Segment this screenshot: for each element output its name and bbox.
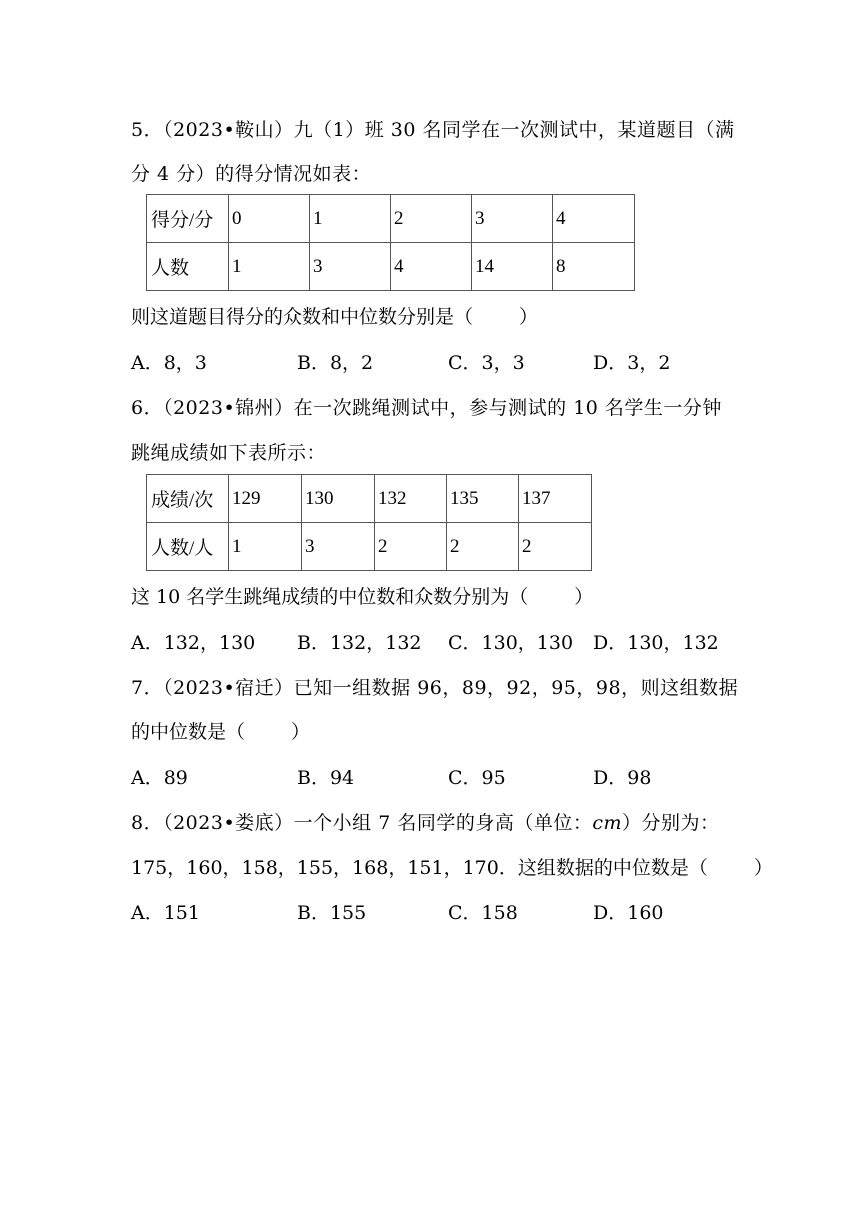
table-cell: 3 — [310, 243, 391, 291]
table-row — [147, 243, 635, 291]
q6-option-d: D．130，132 — [593, 632, 719, 654]
table-cell: 3 — [472, 195, 553, 243]
table-row — [147, 523, 592, 571]
table-cell: 14 — [472, 243, 553, 291]
table-cell: 2 — [519, 523, 592, 571]
table-cell: 3 — [302, 523, 375, 571]
table-cell: 0 — [229, 195, 310, 243]
q8-unit: cm — [592, 812, 622, 834]
q8-stem-line-1 — [131, 811, 720, 835]
q7-option-a: A．89 — [131, 767, 188, 789]
table-cell: 8 — [553, 243, 635, 291]
table-cell: 成绩/次 — [147, 475, 229, 523]
q6-question-close: ） — [574, 586, 594, 608]
q6-question-text: 这 10 名学生跳绳成绩的中位数和众数分别为（ — [131, 586, 529, 608]
q8-option-c: C．158 — [448, 902, 518, 924]
table-row — [147, 475, 592, 523]
q7-stem-line-2 — [131, 720, 310, 744]
q8-stem-text: 8．（2023•娄底）一个小组 7 名同学的身高（单位： — [131, 812, 593, 834]
q5-option-a: A．8，3 — [131, 352, 207, 374]
q7-question-text: 的中位数是（ — [131, 721, 246, 743]
q5-stem-line-2: 分 4 分）的得分情况如表： — [131, 163, 372, 185]
q6-stem-line-1: 6．（2023•锦州）在一次跳绳测试中，参与测试的 10 名学生一分钟 — [131, 397, 722, 419]
q6-option-b: B．132，132 — [297, 632, 422, 654]
table-cell: 4 — [553, 195, 635, 243]
q6-option-c: C．130，130 — [448, 632, 574, 654]
table-cell: 人数/人 — [147, 523, 229, 571]
q8-option-a: A．151 — [131, 902, 200, 924]
q6-stem-line-2: 跳绳成绩如下表所示： — [131, 442, 327, 464]
table-cell: 1 — [229, 243, 310, 291]
q7-option-d: D．98 — [593, 767, 652, 789]
q8-stem-line-2 — [131, 856, 773, 880]
q6-option-a: A．132，130 — [131, 632, 256, 654]
table-cell: 2 — [375, 523, 447, 571]
q6-question — [131, 585, 593, 609]
table-cell: 129 — [229, 475, 302, 523]
table-cell: 人数 — [147, 243, 229, 291]
q5-question-text: 则这道题目得分的众数和中位数分别是（ — [131, 306, 474, 328]
table-cell: 2 — [391, 195, 472, 243]
q6-score-table — [146, 474, 592, 571]
table-cell: 1 — [229, 523, 302, 571]
q8-option-d: D．160 — [593, 902, 664, 924]
q7-option-b: B．94 — [297, 767, 355, 789]
table-row — [147, 195, 635, 243]
q5-option-d: D．3，2 — [593, 352, 671, 374]
table-cell: 130 — [302, 475, 375, 523]
table-cell: 1 — [310, 195, 391, 243]
table-cell: 2 — [447, 523, 519, 571]
q5-option-c: C．3，3 — [448, 352, 525, 374]
table-cell: 132 — [375, 475, 447, 523]
q8-option-b: B．155 — [297, 902, 367, 924]
table-cell: 得分/分 — [147, 195, 229, 243]
q5-score-table — [146, 194, 635, 291]
q5-option-b: B．8，2 — [297, 352, 374, 374]
q5-stem-line-1: 5．（2023•鞍山）九（1）班 30 名同学在一次测试中，某道题目（满 — [131, 119, 735, 141]
q5-question — [131, 305, 538, 329]
q7-option-c: C．95 — [448, 767, 506, 789]
q8-question-text: 175，160，158，155，168，151，170．这组数据的中位数是（ — [131, 857, 708, 879]
q8-stem-text-end: ）分别为： — [622, 812, 720, 834]
q7-stem-line-1: 7．（2023•宿迁）已知一组数据 96，89，92，95，98，则这组数据 — [131, 677, 739, 699]
table-cell: 135 — [447, 475, 519, 523]
q8-question-close: ） — [753, 857, 773, 879]
q5-question-close: ） — [519, 306, 539, 328]
table-cell: 4 — [391, 243, 472, 291]
q7-question-close: ） — [291, 721, 311, 743]
table-cell: 137 — [519, 475, 592, 523]
